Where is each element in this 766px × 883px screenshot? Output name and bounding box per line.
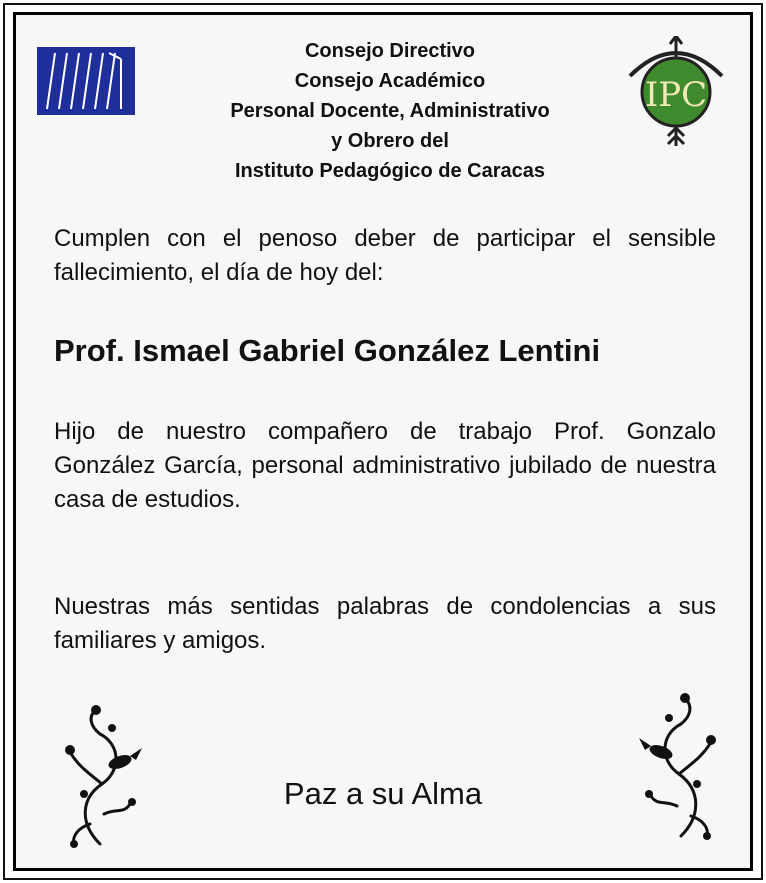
farewell-text: Paz a su Alma: [283, 776, 483, 811]
header-line: Instituto Pedagógico de Caracas: [234, 160, 546, 182]
header-line: Consejo Académico: [294, 70, 486, 92]
ipc-emblem-text: IPC: [644, 75, 708, 115]
floral-bird-icon: [631, 692, 721, 840]
floral-bird-icon: [60, 704, 146, 848]
issuer-header: [170, 36, 610, 186]
relation-paragraph: Hijo de nuestro compañero de trabajo Prof. Gonzalo González García, personal administrativo jubilado de nuestra casa de estudios.: [54, 418, 716, 513]
condolences-paragraph: Nuestras más sentidas palabras de condolencias a sus familiares y amigos.: [54, 593, 716, 654]
upel-logo-icon: [37, 47, 135, 115]
header-line: Consejo Directivo: [304, 40, 476, 62]
ipc-emblem-icon: [624, 36, 728, 148]
header-line: Personal Docente, Administrativo: [230, 100, 550, 122]
intro-paragraph: Cumplen con el penoso deber de participar el sensible fallecimiento, el día de hoy del:: [54, 225, 716, 286]
deceased-name: Prof. Ismael Gabriel González Lentini: [54, 333, 601, 368]
header-line: y Obrero del: [331, 130, 449, 152]
